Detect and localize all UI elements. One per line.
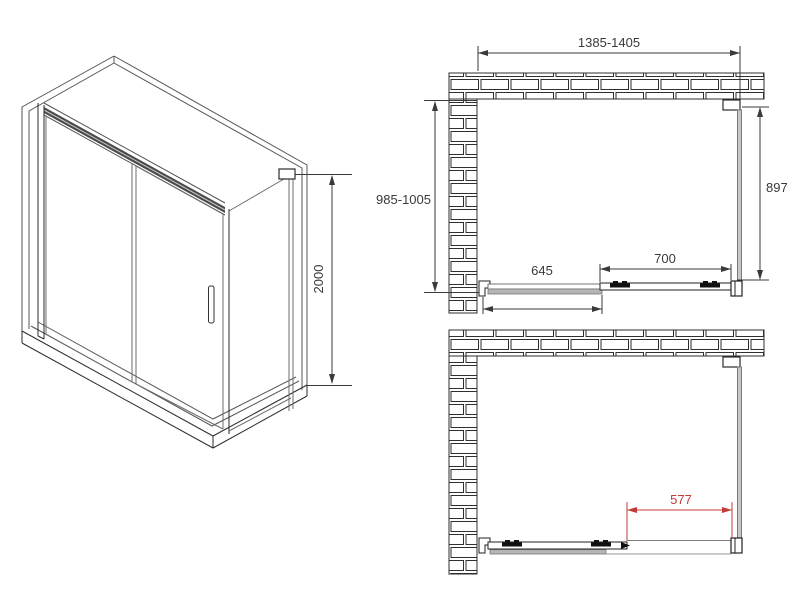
room-wall-right — [114, 56, 307, 390]
end-profile-right — [731, 538, 742, 553]
dim-label-height: 2000 — [311, 264, 326, 294]
brick-wall-top — [449, 330, 764, 356]
brick-wall-left — [449, 356, 477, 574]
dimension-door-segment — [600, 251, 731, 282]
brick-wall-top — [449, 73, 764, 99]
isometric-view — [22, 56, 352, 448]
track-closed — [479, 281, 742, 296]
plan-view-closed — [376, 35, 788, 314]
dim-label-overall-width: 1385-1405 — [577, 35, 641, 50]
room-wall-left — [22, 56, 114, 333]
brick-wall-left — [449, 99, 477, 313]
door-handle — [209, 286, 215, 323]
door-left-post — [38, 103, 44, 339]
dim-label-depth: 985-1005 — [376, 192, 431, 207]
dimension-height-2000 — [295, 175, 352, 386]
fixed-panel-plan — [490, 550, 606, 555]
dim-label-door-segment: 700 — [654, 251, 676, 266]
plan-view-open — [449, 330, 764, 574]
side-panel-plan — [738, 110, 742, 281]
wall-bracket-plan — [723, 100, 740, 110]
dimension-clear-opening — [627, 492, 732, 541]
dimension-side-panel — [737, 107, 788, 280]
end-profile-right — [731, 281, 742, 296]
sliding-rail — [44, 103, 225, 215]
side-panel-plan — [738, 367, 742, 538]
roller-carriage — [502, 540, 522, 547]
shower-tray — [22, 322, 307, 448]
dim-label-clear-opening: 577 — [670, 492, 692, 507]
dim-label-fixed-segment: 645 — [531, 263, 553, 278]
roller-carriage — [591, 540, 611, 547]
track-open — [479, 538, 742, 554]
track-strip — [488, 284, 602, 289]
wall-bracket — [279, 169, 295, 179]
dim-label-side-panel: 897 — [766, 180, 788, 195]
fixed-panel-plan — [488, 289, 602, 294]
roller-carriage — [610, 281, 630, 288]
wall-bracket-plan — [723, 357, 740, 367]
sliding-glass-door — [136, 166, 223, 429]
roller-carriage — [700, 281, 720, 288]
